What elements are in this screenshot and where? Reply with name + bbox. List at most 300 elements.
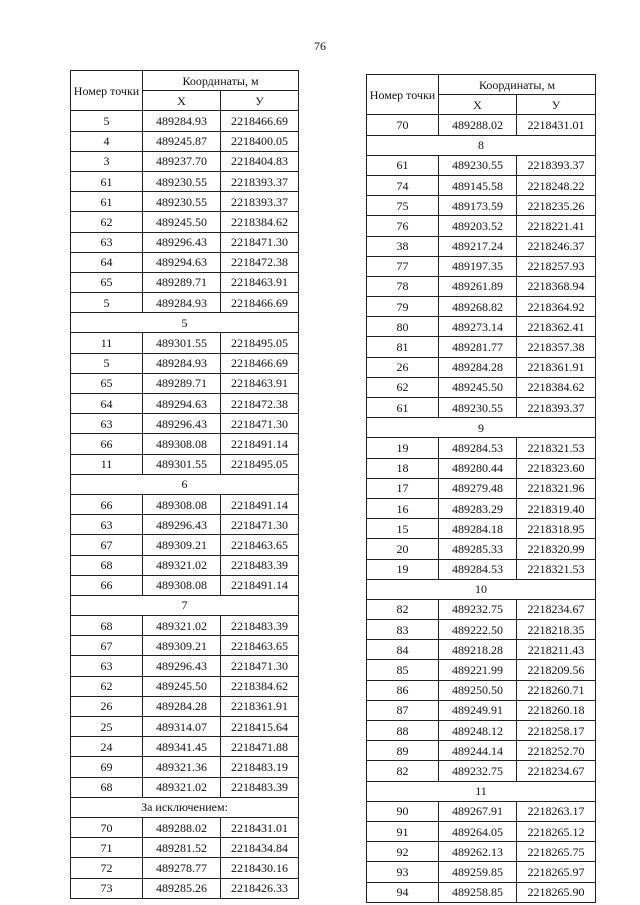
table-row (367, 821, 596, 841)
table-row (367, 882, 596, 902)
table-row (367, 216, 596, 236)
table-row (71, 737, 299, 757)
point-number-cell: 61 (71, 171, 143, 191)
point-number-cell: 67 (71, 535, 143, 555)
table-row (367, 398, 596, 418)
x-coordinate-cell: 489232.75 (439, 761, 517, 781)
table-row (367, 519, 596, 539)
point-number-cell: 84 (367, 640, 439, 660)
point-number-cell: 63 (71, 515, 143, 535)
y-coordinate-cell: 2218495.05 (221, 333, 299, 353)
y-coordinate-cell: 2218472.38 (221, 252, 299, 272)
x-coordinate-cell: 489245.50 (143, 212, 221, 232)
table-row (367, 478, 596, 498)
x-coordinate-cell: 489289.71 (143, 373, 221, 393)
group-label: 7 (71, 595, 299, 615)
y-coordinate-cell: 2218463.91 (221, 373, 299, 393)
y-coordinate-cell: 2218471.30 (221, 656, 299, 676)
y-coordinate-cell: 2218318.95 (517, 519, 596, 539)
point-number-cell: 3 (71, 151, 143, 171)
table-row (367, 680, 596, 700)
x-coordinate-cell: 489296.43 (143, 656, 221, 676)
x-coordinate-cell: 489250.50 (439, 680, 517, 700)
point-number-cell: 68 (71, 616, 143, 636)
table-row (367, 539, 596, 559)
coordinates-table-left (70, 70, 299, 899)
y-coordinate-cell: 2218218.35 (517, 620, 596, 640)
y-coordinate-cell: 2218321.53 (517, 438, 596, 458)
point-number-cell: 61 (367, 155, 439, 175)
x-coordinate-cell: 489230.55 (439, 155, 517, 175)
coordinates-table-right (366, 74, 596, 903)
table-row (367, 498, 596, 518)
table-row (367, 337, 596, 357)
point-number-cell: 65 (71, 373, 143, 393)
x-coordinate-cell: 489230.55 (439, 398, 517, 418)
x-coordinate-cell: 489173.59 (439, 196, 517, 216)
table-row (71, 717, 299, 737)
y-coordinate-cell: 2218404.83 (221, 151, 299, 171)
table-row (367, 599, 596, 619)
x-coordinate-cell: 489301.55 (143, 454, 221, 474)
x-coordinate-cell: 489284.93 (143, 111, 221, 131)
point-number-cell: 15 (367, 519, 439, 539)
x-coordinate-cell: 489264.05 (439, 821, 517, 841)
table-row (367, 317, 596, 337)
y-coordinate-cell: 2218260.71 (517, 680, 596, 700)
y-coordinate-cell: 2218393.37 (221, 192, 299, 212)
x-coordinate-cell: 489280.44 (439, 458, 517, 478)
y-coordinate-cell: 2218263.17 (517, 801, 596, 821)
table-row (367, 297, 596, 317)
x-coordinate-cell: 489203.52 (439, 216, 517, 236)
table-row (71, 757, 299, 777)
x-coordinate-cell: 489281.77 (439, 337, 517, 357)
y-coordinate-cell: 2218393.37 (517, 398, 596, 418)
y-coordinate-cell: 2218368.94 (517, 276, 596, 296)
point-number-cell: 75 (367, 196, 439, 216)
y-coordinate-cell: 2218323.60 (517, 458, 596, 478)
point-number-cell: 61 (71, 192, 143, 212)
y-coordinate-cell: 2218321.96 (517, 478, 596, 498)
point-number-cell: 68 (71, 777, 143, 797)
y-coordinate-cell: 2218415.64 (221, 717, 299, 737)
group-label: 5 (71, 313, 299, 333)
x-coordinate-cell: 489285.33 (439, 539, 517, 559)
header-point-number: Номер точки (71, 71, 143, 111)
x-coordinate-cell: 489309.21 (143, 636, 221, 656)
x-coordinate-cell: 489217.24 (439, 236, 517, 256)
point-number-cell: 70 (71, 817, 143, 837)
point-number-cell: 63 (71, 656, 143, 676)
y-coordinate-cell: 2218495.05 (221, 454, 299, 474)
point-number-cell: 88 (367, 721, 439, 741)
x-coordinate-cell: 489259.85 (439, 862, 517, 882)
y-coordinate-cell: 2218265.75 (517, 842, 596, 862)
x-coordinate-cell: 489145.58 (439, 175, 517, 195)
page-number: 76 (314, 39, 326, 53)
point-number-cell: 77 (367, 256, 439, 276)
x-coordinate-cell: 489283.29 (439, 498, 517, 518)
point-number-cell: 76 (367, 216, 439, 236)
x-coordinate-cell: 489245.87 (143, 131, 221, 151)
table-row (367, 559, 596, 579)
y-coordinate-cell: 2218491.14 (221, 575, 299, 595)
x-coordinate-cell: 489321.02 (143, 777, 221, 797)
x-coordinate-cell: 489284.93 (143, 293, 221, 313)
point-number-cell: 38 (367, 236, 439, 256)
group-label: За исключением: (71, 797, 299, 817)
x-coordinate-cell: 489222.50 (439, 620, 517, 640)
table-row (367, 438, 596, 458)
y-coordinate-cell: 2218260.18 (517, 700, 596, 720)
point-number-cell: 78 (367, 276, 439, 296)
table-row (71, 454, 299, 474)
table-row (71, 353, 299, 373)
header-x: X (439, 95, 517, 115)
group-row (71, 595, 299, 615)
x-coordinate-cell: 489284.93 (143, 353, 221, 373)
table-row (71, 111, 299, 131)
table-row (71, 838, 299, 858)
y-coordinate-cell: 2218463.65 (221, 636, 299, 656)
point-number-cell: 25 (71, 717, 143, 737)
y-coordinate-cell: 2218400.05 (221, 131, 299, 151)
point-number-cell: 62 (71, 212, 143, 232)
x-coordinate-cell: 489230.55 (143, 192, 221, 212)
y-coordinate-cell: 2218426.33 (221, 878, 299, 898)
table-row (367, 115, 596, 135)
table-row (71, 171, 299, 191)
table-row (367, 236, 596, 256)
table-row (71, 676, 299, 696)
y-coordinate-cell: 2218384.62 (221, 212, 299, 232)
x-coordinate-cell: 489294.63 (143, 252, 221, 272)
x-coordinate-cell: 489294.63 (143, 394, 221, 414)
header-y: У (517, 95, 596, 115)
x-coordinate-cell: 489261.89 (439, 276, 517, 296)
y-coordinate-cell: 2218361.91 (517, 357, 596, 377)
x-coordinate-cell: 489267.91 (439, 801, 517, 821)
table-row (367, 700, 596, 720)
point-number-cell: 70 (367, 115, 439, 135)
x-coordinate-cell: 489308.08 (143, 494, 221, 514)
x-coordinate-cell: 489284.18 (439, 519, 517, 539)
point-number-cell: 72 (71, 858, 143, 878)
header-coordinates: Координаты, м (439, 75, 596, 95)
x-coordinate-cell: 489268.82 (439, 297, 517, 317)
table-row (367, 862, 596, 882)
point-number-cell: 71 (71, 838, 143, 858)
y-coordinate-cell: 2218471.30 (221, 232, 299, 252)
table-row (71, 333, 299, 353)
table-row (71, 777, 299, 797)
table-row (71, 252, 299, 272)
x-coordinate-cell: 489218.28 (439, 640, 517, 660)
point-number-cell: 4 (71, 131, 143, 151)
group-row (71, 797, 299, 817)
header-y: У (221, 91, 299, 111)
table-body-right (367, 115, 596, 902)
group-row (367, 418, 596, 438)
table-row (71, 616, 299, 636)
y-coordinate-cell: 2218472.38 (221, 394, 299, 414)
y-coordinate-cell: 2218463.65 (221, 535, 299, 555)
table-row (367, 660, 596, 680)
x-coordinate-cell: 489284.28 (143, 696, 221, 716)
x-coordinate-cell: 489341.45 (143, 737, 221, 757)
table-row (71, 272, 299, 292)
y-coordinate-cell: 2218434.84 (221, 838, 299, 858)
x-coordinate-cell: 489245.50 (143, 676, 221, 696)
point-number-cell: 62 (71, 676, 143, 696)
x-coordinate-cell: 489308.08 (143, 434, 221, 454)
table-row (71, 232, 299, 252)
table-row (71, 656, 299, 676)
header-point-number: Номер точки (367, 75, 439, 115)
y-coordinate-cell: 2218258.17 (517, 721, 596, 741)
x-coordinate-cell: 489244.14 (439, 741, 517, 761)
y-coordinate-cell: 2218466.69 (221, 111, 299, 131)
y-coordinate-cell: 2218235.26 (517, 196, 596, 216)
table-row (71, 636, 299, 656)
y-coordinate-cell: 2218491.14 (221, 494, 299, 514)
y-coordinate-cell: 2218431.01 (221, 817, 299, 837)
x-coordinate-cell: 489248.12 (439, 721, 517, 741)
point-number-cell: 64 (71, 252, 143, 272)
table-row (71, 515, 299, 535)
point-number-cell: 66 (71, 494, 143, 514)
point-number-cell: 79 (367, 297, 439, 317)
point-number-cell: 93 (367, 862, 439, 882)
y-coordinate-cell: 2218321.53 (517, 559, 596, 579)
x-coordinate-cell: 489258.85 (439, 882, 517, 902)
x-coordinate-cell: 489245.50 (439, 377, 517, 397)
x-coordinate-cell: 489232.75 (439, 599, 517, 619)
table-row (71, 131, 299, 151)
x-coordinate-cell: 489273.14 (439, 317, 517, 337)
table-row (367, 196, 596, 216)
y-coordinate-cell: 2218431.01 (517, 115, 596, 135)
table-row (71, 494, 299, 514)
point-number-cell: 86 (367, 680, 439, 700)
table-row (71, 373, 299, 393)
table-row (367, 721, 596, 741)
y-coordinate-cell: 2218248.22 (517, 175, 596, 195)
table-row (367, 842, 596, 862)
point-number-cell: 17 (367, 478, 439, 498)
table-row (367, 377, 596, 397)
x-coordinate-cell: 489230.55 (143, 171, 221, 191)
y-coordinate-cell: 2218361.91 (221, 696, 299, 716)
table-row (367, 256, 596, 276)
point-number-cell: 67 (71, 636, 143, 656)
y-coordinate-cell: 2218393.37 (517, 155, 596, 175)
point-number-cell: 5 (71, 111, 143, 131)
y-coordinate-cell: 2218471.30 (221, 414, 299, 434)
group-row (71, 474, 299, 494)
point-number-cell: 82 (367, 761, 439, 781)
point-number-cell: 81 (367, 337, 439, 357)
x-coordinate-cell: 489321.02 (143, 555, 221, 575)
point-number-cell: 87 (367, 700, 439, 720)
x-coordinate-cell: 489285.26 (143, 878, 221, 898)
group-row (367, 135, 596, 155)
x-coordinate-cell: 489309.21 (143, 535, 221, 555)
x-coordinate-cell: 489296.43 (143, 414, 221, 434)
point-number-cell: 65 (71, 272, 143, 292)
x-coordinate-cell: 489262.13 (439, 842, 517, 862)
point-number-cell: 62 (367, 377, 439, 397)
point-number-cell: 73 (71, 878, 143, 898)
table-row (71, 575, 299, 595)
x-coordinate-cell: 489288.02 (143, 817, 221, 837)
y-coordinate-cell: 2218265.90 (517, 882, 596, 902)
point-number-cell: 68 (71, 555, 143, 575)
point-number-cell: 61 (367, 398, 439, 418)
x-coordinate-cell: 489308.08 (143, 575, 221, 595)
point-number-cell: 69 (71, 757, 143, 777)
y-coordinate-cell: 2218234.67 (517, 761, 596, 781)
point-number-cell: 26 (367, 357, 439, 377)
point-number-cell: 20 (367, 539, 439, 559)
group-label: 8 (367, 135, 596, 155)
table-row (71, 878, 299, 898)
point-number-cell: 80 (367, 317, 439, 337)
y-coordinate-cell: 2218211.43 (517, 640, 596, 660)
x-coordinate-cell: 489321.02 (143, 616, 221, 636)
y-coordinate-cell: 2218471.30 (221, 515, 299, 535)
header-x: X (143, 91, 221, 111)
table-row (71, 696, 299, 716)
group-label: 10 (367, 579, 596, 599)
point-number-cell: 18 (367, 458, 439, 478)
y-coordinate-cell: 2218463.91 (221, 272, 299, 292)
point-number-cell: 92 (367, 842, 439, 862)
table-row (367, 175, 596, 195)
y-coordinate-cell: 2218320.99 (517, 539, 596, 559)
x-coordinate-cell: 489237.70 (143, 151, 221, 171)
table-row (367, 741, 596, 761)
y-coordinate-cell: 2218393.37 (221, 171, 299, 191)
group-row (71, 313, 299, 333)
y-coordinate-cell: 2218483.39 (221, 555, 299, 575)
point-number-cell: 90 (367, 801, 439, 821)
x-coordinate-cell: 489284.28 (439, 357, 517, 377)
table-row (367, 761, 596, 781)
point-number-cell: 94 (367, 882, 439, 902)
y-coordinate-cell: 2218234.67 (517, 599, 596, 619)
x-coordinate-cell: 489288.02 (439, 115, 517, 135)
x-coordinate-cell: 489279.48 (439, 478, 517, 498)
group-row (367, 781, 596, 801)
x-coordinate-cell: 489284.53 (439, 559, 517, 579)
y-coordinate-cell: 2218257.93 (517, 256, 596, 276)
x-coordinate-cell: 489321.36 (143, 757, 221, 777)
table-row (71, 212, 299, 232)
point-number-cell: 16 (367, 498, 439, 518)
table-row (71, 192, 299, 212)
y-coordinate-cell: 2218357.38 (517, 337, 596, 357)
point-number-cell: 19 (367, 438, 439, 458)
table-row (71, 151, 299, 171)
point-number-cell: 91 (367, 821, 439, 841)
y-coordinate-cell: 2218209.56 (517, 660, 596, 680)
point-number-cell: 66 (71, 434, 143, 454)
header-coordinates: Координаты, м (143, 71, 299, 91)
table-row (367, 155, 596, 175)
y-coordinate-cell: 2218265.97 (517, 862, 596, 882)
y-coordinate-cell: 2218466.69 (221, 293, 299, 313)
y-coordinate-cell: 2218362.41 (517, 317, 596, 337)
point-number-cell: 66 (71, 575, 143, 595)
y-coordinate-cell: 2218483.39 (221, 777, 299, 797)
table-row (367, 458, 596, 478)
point-number-cell: 89 (367, 741, 439, 761)
point-number-cell: 24 (71, 737, 143, 757)
point-number-cell: 11 (71, 333, 143, 353)
table-row (367, 640, 596, 660)
y-coordinate-cell: 2218364.92 (517, 297, 596, 317)
y-coordinate-cell: 2218319.40 (517, 498, 596, 518)
table-row (71, 394, 299, 414)
point-number-cell: 63 (71, 414, 143, 434)
table-row (367, 357, 596, 377)
group-row (367, 579, 596, 599)
table-row (71, 414, 299, 434)
y-coordinate-cell: 2218265.12 (517, 821, 596, 841)
x-coordinate-cell: 489284.53 (439, 438, 517, 458)
x-coordinate-cell: 489289.71 (143, 272, 221, 292)
x-coordinate-cell: 489296.43 (143, 515, 221, 535)
point-number-cell: 19 (367, 559, 439, 579)
y-coordinate-cell: 2218491.14 (221, 434, 299, 454)
x-coordinate-cell: 489249.91 (439, 700, 517, 720)
y-coordinate-cell: 2218221.41 (517, 216, 596, 236)
point-number-cell: 83 (367, 620, 439, 640)
y-coordinate-cell: 2218466.69 (221, 353, 299, 373)
table-row (367, 801, 596, 821)
point-number-cell: 85 (367, 660, 439, 680)
table-row (367, 620, 596, 640)
y-coordinate-cell: 2218430.16 (221, 858, 299, 878)
y-coordinate-cell: 2218384.62 (517, 377, 596, 397)
group-label: 11 (367, 781, 596, 801)
table-row (71, 555, 299, 575)
table-row (71, 858, 299, 878)
y-coordinate-cell: 2218384.62 (221, 676, 299, 696)
table-row (71, 434, 299, 454)
y-coordinate-cell: 2218483.19 (221, 757, 299, 777)
y-coordinate-cell: 2218471.88 (221, 737, 299, 757)
point-number-cell: 5 (71, 353, 143, 373)
x-coordinate-cell: 489301.55 (143, 333, 221, 353)
x-coordinate-cell: 489314.07 (143, 717, 221, 737)
point-number-cell: 5 (71, 293, 143, 313)
x-coordinate-cell: 489281.52 (143, 838, 221, 858)
table-row (71, 293, 299, 313)
y-coordinate-cell: 2218483.39 (221, 616, 299, 636)
x-coordinate-cell: 489296.43 (143, 232, 221, 252)
x-coordinate-cell: 489221.99 (439, 660, 517, 680)
table-row (367, 276, 596, 296)
y-coordinate-cell: 2218246.37 (517, 236, 596, 256)
point-number-cell: 64 (71, 394, 143, 414)
point-number-cell: 63 (71, 232, 143, 252)
table-row (71, 535, 299, 555)
point-number-cell: 82 (367, 599, 439, 619)
group-label: 9 (367, 418, 596, 438)
